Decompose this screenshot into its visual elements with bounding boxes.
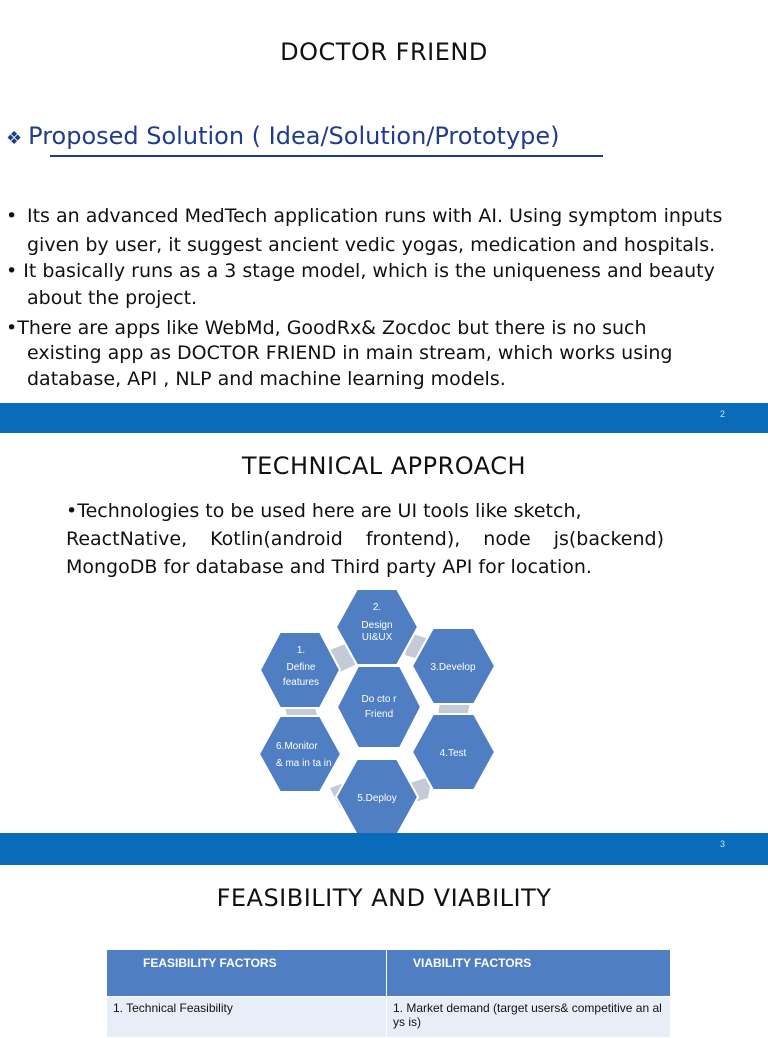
bullet-1-line-2: given by user, it suggest ancient vedic yogas, medication and hospitals. xyxy=(27,234,716,256)
node-4-label: 4.Test xyxy=(439,748,467,759)
table-cell: 1. Technical Feasibility xyxy=(107,997,387,1038)
page-number: 2 xyxy=(719,409,725,419)
page-number-2: 3 xyxy=(719,839,725,849)
tech-line-2: ReactNative, Kotlin(android frontend), node js(backend) xyxy=(66,528,664,550)
table-header-row xyxy=(107,950,671,997)
node-monitor-maintain xyxy=(259,716,341,792)
bullet-1-line-1: Its an advanced MedTech application runs with AI. Using symptom inputs xyxy=(27,205,723,227)
node-2-line-1: 2. xyxy=(372,602,382,613)
node-5-label: 5.Deploy xyxy=(357,793,397,804)
node-1-line-1: 1. xyxy=(296,645,306,656)
header-viability: VIABILITY FACTORS xyxy=(387,950,671,997)
technical-approach-title: TECHNICAL APPROACH xyxy=(241,452,527,480)
slide-footer-band-2 xyxy=(0,833,768,865)
tech-line-3: MongoDB for database and Third party API for location. xyxy=(66,556,592,578)
node-6-line-1: 6.Monitor xyxy=(276,741,318,752)
header-feasibility: FEASIBILITY FACTORS xyxy=(107,950,387,997)
bullet-dot: • xyxy=(6,205,18,227)
slide-title: DOCTOR FRIEND xyxy=(280,38,488,66)
feasibility-viability-table xyxy=(106,949,671,1038)
center-hexagon xyxy=(337,666,421,748)
bullet-2-line-1: • It basically runs as a 3 stage model, which is the uniqueness and beauty xyxy=(6,260,715,282)
node-6-line-2: & ma in ta in xyxy=(276,758,332,769)
node-3-label: 3.Develop xyxy=(430,662,476,673)
table-row xyxy=(107,997,671,1038)
bullet-3-line-3: database, API , NLP and machine learning models. xyxy=(27,368,506,390)
bullet-3-line-1: •There are apps like WebMd, GoodRx& Zocdoc but there is no such xyxy=(6,317,647,339)
feasibility-title: FEASIBILITY AND VIABILITY xyxy=(216,884,552,912)
node-2-line-3: UI&UX xyxy=(361,632,393,643)
four-diamond-bullet-icon: ❖ xyxy=(6,128,23,149)
heading-text: Proposed Solution ( Idea/Solution/Prototype) xyxy=(28,122,560,150)
table-cell: 1. Market demand (target users& competitive an al ys is) xyxy=(387,997,671,1038)
center-label-line-1: Do cto r xyxy=(361,694,397,705)
bullet-2-line-2: about the project. xyxy=(27,287,198,309)
tech-line-1: •Technologies to be used here are UI tools like sketch, xyxy=(66,500,582,522)
node-2-line-2: Design xyxy=(361,620,393,631)
bullet-3-line-2: existing app as DOCTOR FRIEND in main stream, which works using xyxy=(27,342,673,364)
node-1-line-3: features xyxy=(282,677,320,688)
node-1-line-2: Define xyxy=(286,662,316,673)
center-label-line-2: Friend xyxy=(364,709,394,720)
